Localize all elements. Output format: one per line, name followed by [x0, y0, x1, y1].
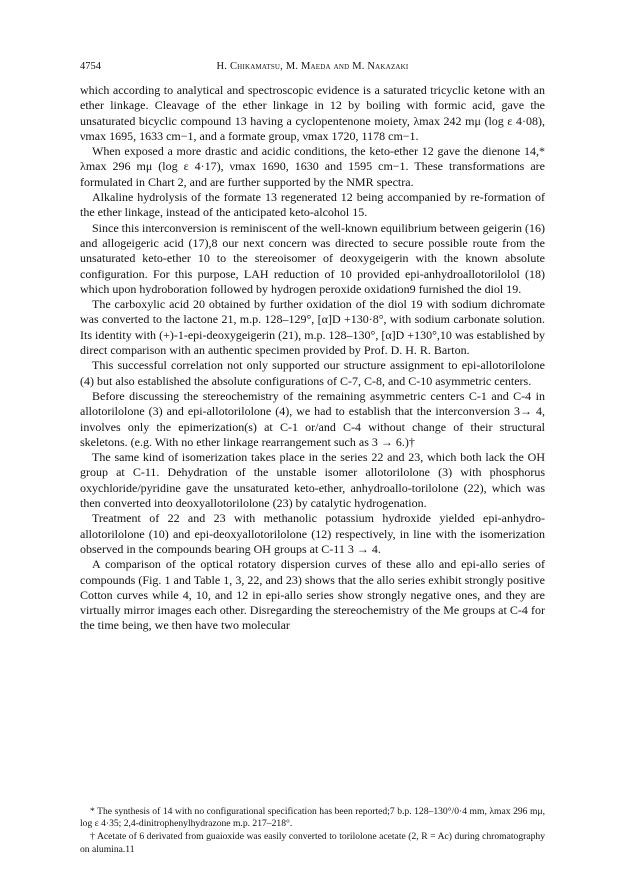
paragraph-2: When exposed a more drastic and acidic conditions, the keto-ether 12 gave the dienone 14,* λmax 296 mμ (log ε 4·17), νmax 1690, 1630 and 1595 cm−1. These transformations are formulated in Chart 2, and are further supported by the NMR spectra.	[80, 144, 545, 189]
paragraph-4: Since this interconversion is reminiscent of the well-known equilibrium between geigerin (16) and allogeigeric acid (17),8 our next concern was directed to secure possible route from the unsaturated keto-ether 10 to the stereoisomer of deoxygeigerin with the known absolute configuration. For this purpose, LAH reduction of 10 provided epi-anhydroallotorilolol (18) which upon hydroboration followed by hydrogen peroxide oxidation9 furnished the diol 19.	[80, 220, 545, 296]
paragraph-7: Before discussing the stereochemistry of the remaining asymmetric centers C-1 and C-4 in allotorilolone (3) and epi-allotorilolone (4), we had to establish that the interconversion 3→ 4, involves only the epimerization(s) at C-1 or/and C-4 without change of their structural skeletons. (e.g. With no ether linkage rearrangement such as 3 → 6.)†	[80, 388, 545, 449]
paragraph-1: which according to analytical and spectroscopic evidence is a saturated tricyclic ketone with an ether linkage. Cleavage of the ether linkage in 12 by boiling with formic acid, gave the unsaturated bicyclic compound 13 having a cyclopentenone moiety, λmax 242 mμ (log ε 4·08), νmax 1695, 1633 cm−1, and a formate group, νmax 1720, 1178 cm−1.	[80, 83, 545, 143]
footnote-dagger: † Acetate of 6 derivated from guaioxide was easily converted to torilolone acetate (2, R = Ac) during chromatography on alumina.11	[80, 831, 545, 855]
running-head-authors: H. Chikamatsu, M. Maeda and M. Nakazaki	[216, 61, 409, 72]
paragraph-10: A comparison of the optical rotatory dispersion curves of these allo and epi-allo series of compounds (Fig. 1 and Table 1, 3, 22, and 23) shows that the allo series exhibit strongly positive Cotton curves while 4, 10, and 12 in epi-allo series show strongly negative ones, and they are virtually mirror images each other. Disregarding the stereochemistry of the Me groups at C-4 for the time being, we then have two molecular	[80, 557, 545, 633]
page-number: 4754	[80, 61, 101, 72]
paragraph-3: Alkaline hydrolysis of the formate 13 regenerated 12 being accompanied by re-formation of the ether linkage, instead of the anticipated keto-alcohol 15.	[80, 190, 545, 220]
paragraph-9: Treatment of 22 and 23 with methanolic potassium hydroxide yielded epi-anhydro-allotorilolone (10) and epi-deoxyallotorilolone (12) respectively, in line with the isomerization observed in the compounds bearing OH groups at C-11 3 → 4.	[80, 511, 545, 556]
paragraph-6: This successful correlation not only supported our structure assignment to epi-allotorilolone (4) but also established the absolute configurations of C-7, C-8, and C-10 asymmetric centers.	[80, 358, 545, 388]
footnote-asterisk: * The synthesis of 14 with no configurational specification has been reported;7 b.p. 128–130°/0·4 mm, λmax 296 mμ, log ε 4·35; 2,4-dinitrophenylhydrazone m.p. 217–218°.	[80, 806, 545, 830]
running-header	[80, 61, 545, 75]
paragraph-5: The carboxylic acid 20 obtained by further oxidation of the diol 19 with sodium dichromate was converted to the lactone 21, m.p. 128–129°, [α]D +130·8°, with sodium carbonate solution. Its identity with (+)-1-epi-deoxygeigerin (21), m.p. 128–130°, [α]D +130°,10 was established by direct comparison with an authentic specimen provided by Prof. D. H. R. Barton.	[80, 297, 545, 358]
body-text	[80, 83, 545, 634]
paragraph-8: The same kind of isomerization takes place in the series 22 and 23, which both lack the OH group at C-11. Dehydration of the unstable isomer allotorilolone (3) with phosphorus oxychloride/pyridine gave the unsaturated keto-ether, anhydroallo-torilolone (22), which was then converted into deoxyallotorilolone (23) by catalytic hydrogenation.	[80, 450, 545, 511]
footnotes	[80, 806, 545, 857]
